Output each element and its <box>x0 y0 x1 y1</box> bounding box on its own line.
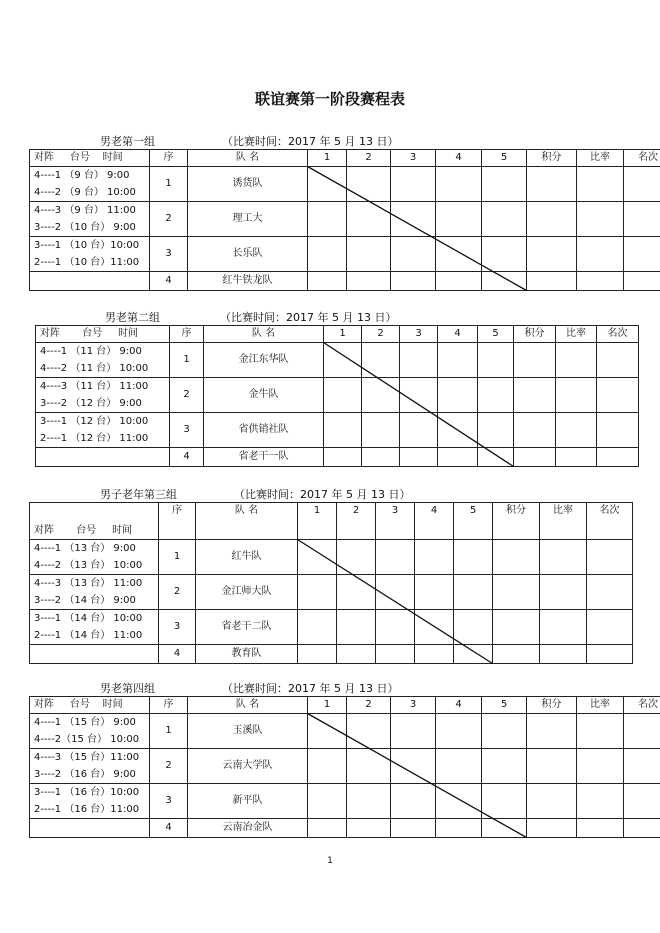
table-row <box>30 784 660 819</box>
ratio-header: 比率 <box>577 697 624 714</box>
group-1-time: （比赛时间：2017 年 5 月 13 日） <box>222 135 399 148</box>
schedule-cell: 3----1 （10 台）10:00 2----1 （10 台）11:00 <box>30 237 150 272</box>
table-row <box>30 819 660 838</box>
table-row <box>30 714 660 749</box>
schedule-cell: 3----1 （12 台） 10:00 2----1 （12 台） 11:00 <box>36 413 170 448</box>
group-3-name: 男子老年第三组 <box>100 488 177 501</box>
seq-cell: 1 <box>150 714 188 749</box>
team-cell: 红牛铁龙队 <box>188 272 308 291</box>
round-2-header: 2 <box>347 697 391 714</box>
schedule-header: 对阵 台号 时间 <box>30 503 159 540</box>
round-5-header: 5 <box>478 326 514 343</box>
table-row <box>30 272 660 291</box>
team-cell: 新平队 <box>188 784 308 819</box>
group-4-name: 男老第四组 <box>100 682 155 695</box>
table-row <box>30 237 660 272</box>
round-1-header: 1 <box>324 326 362 343</box>
seq-cell: 2 <box>159 575 196 610</box>
rank-header: 名次 <box>624 697 660 714</box>
team-cell: 省老干一队 <box>204 448 324 467</box>
round-3-header: 3 <box>376 503 415 540</box>
round-2-header: 2 <box>362 326 400 343</box>
table-row <box>30 645 633 664</box>
schedule-cell <box>36 448 170 467</box>
seq-cell: 4 <box>150 819 188 838</box>
seq-cell: 3 <box>150 784 188 819</box>
table-row <box>36 378 639 413</box>
round-1-header: 1 <box>298 503 337 540</box>
seq-cell: 4 <box>159 645 196 664</box>
team-cell: 云南冶金队 <box>188 819 308 838</box>
round-2-header: 2 <box>347 150 391 167</box>
seq-header: 序 <box>159 503 196 540</box>
table-row <box>36 448 639 467</box>
team-cell: 红牛队 <box>196 540 298 575</box>
round-4-header: 4 <box>436 697 482 714</box>
schedule-cell: 4----1 （15 台） 9:00 4----2（15 台） 10:00 <box>30 714 150 749</box>
team-cell: 金牛队 <box>204 378 324 413</box>
seq-cell: 2 <box>150 749 188 784</box>
schedule-cell <box>30 819 150 838</box>
round-3-header: 3 <box>391 697 436 714</box>
round-1-header: 1 <box>308 697 347 714</box>
team-cell: 金江东华队 <box>204 343 324 378</box>
round-5-header: 5 <box>482 697 527 714</box>
table-row <box>30 540 633 575</box>
seq-header: 序 <box>150 697 188 714</box>
team-cell: 诱货队 <box>188 167 308 202</box>
rank-header: 名次 <box>597 326 639 343</box>
schedule-cell: 4----3 （9 台） 11:00 3----2 （10 台） 9:00 <box>30 202 150 237</box>
ratio-header: 比率 <box>577 150 624 167</box>
group-2-table <box>35 325 639 467</box>
rank-header: 名次 <box>587 503 633 540</box>
points-header: 积分 <box>493 503 540 540</box>
table-row <box>30 749 660 784</box>
ratio-header: 比率 <box>540 503 587 540</box>
points-header: 积分 <box>527 150 577 167</box>
table-row <box>36 343 639 378</box>
team-cell: 省供销社队 <box>204 413 324 448</box>
seq-cell: 4 <box>150 272 188 291</box>
schedule-cell: 4----1 （11 台） 9:00 4----2 （11 台） 10:00 <box>36 343 170 378</box>
group-1-table <box>29 149 660 291</box>
group-4-table <box>29 696 660 838</box>
table-row <box>30 167 660 202</box>
team-cell: 省老干二队 <box>196 610 298 645</box>
seq-cell: 2 <box>150 202 188 237</box>
schedule-header: 对阵 台号 时间 <box>30 697 150 714</box>
round-5-header: 5 <box>454 503 493 540</box>
table-row <box>30 610 633 645</box>
schedule-header: 对阵 台号 时间 <box>36 326 170 343</box>
seq-header: 序 <box>150 150 188 167</box>
team-cell: 云南大学队 <box>188 749 308 784</box>
seq-cell: 4 <box>170 448 204 467</box>
ratio-header: 比率 <box>556 326 597 343</box>
schedule-cell: 4----3 （11 台） 11:00 3----2 （12 台） 9:00 <box>36 378 170 413</box>
schedule-cell: 4----1 （9 台） 9:00 4----2 （9 台） 10:00 <box>30 167 150 202</box>
group-2-name: 男老第二组 <box>105 311 160 324</box>
table-row <box>30 575 633 610</box>
team-cell: 教育队 <box>196 645 298 664</box>
round-3-header: 3 <box>391 150 436 167</box>
seq-cell: 3 <box>159 610 196 645</box>
schedule-header: 对阵 台号 时间 <box>30 150 150 167</box>
points-header: 积分 <box>527 697 577 714</box>
round-5-header: 5 <box>482 150 527 167</box>
schedule-cell: 4----3 （15 台）11:00 3----2 （16 台） 9:00 <box>30 749 150 784</box>
team-header: 队 名 <box>188 697 308 714</box>
table-row <box>36 413 639 448</box>
team-cell: 长乐队 <box>188 237 308 272</box>
seq-cell: 1 <box>150 167 188 202</box>
seq-cell: 1 <box>159 540 196 575</box>
team-cell: 金江师大队 <box>196 575 298 610</box>
seq-cell: 1 <box>170 343 204 378</box>
schedule-cell: 4----3 （13 台） 11:00 3----2 （14 台） 9:00 <box>30 575 159 610</box>
team-header: 队 名 <box>196 503 298 540</box>
team-header: 队 名 <box>188 150 308 167</box>
table-row <box>30 202 660 237</box>
round-4-header: 4 <box>436 150 482 167</box>
schedule-cell <box>30 645 159 664</box>
seq-cell: 3 <box>150 237 188 272</box>
team-cell: 理工大 <box>188 202 308 237</box>
group-3-table <box>29 502 633 664</box>
team-cell: 玉溪队 <box>188 714 308 749</box>
group-2-time: （比赛时间：2017 年 5 月 13 日） <box>220 311 397 324</box>
round-4-header: 4 <box>415 503 454 540</box>
schedule-cell: 3----1 （14 台） 10:00 2----1 （14 台） 11:00 <box>30 610 159 645</box>
round-1-header: 1 <box>308 150 347 167</box>
seq-header: 序 <box>170 326 204 343</box>
page-number: 1 <box>327 856 333 866</box>
group-4-time: （比赛时间：2017 年 5 月 13 日） <box>222 682 399 695</box>
round-4-header: 4 <box>438 326 478 343</box>
schedule-cell: 4----1 （13 台） 9:00 4----2 （13 台） 10:00 <box>30 540 159 575</box>
group-1-name: 男老第一组 <box>100 135 155 148</box>
page-title: 联谊赛第一阶段赛程表 <box>254 90 405 108</box>
group-3-time: （比赛时间：2017 年 5 月 13 日） <box>234 488 411 501</box>
seq-cell: 2 <box>170 378 204 413</box>
round-2-header: 2 <box>337 503 376 540</box>
rank-header: 名次 <box>624 150 660 167</box>
points-header: 积分 <box>514 326 556 343</box>
round-3-header: 3 <box>400 326 438 343</box>
seq-cell: 3 <box>170 413 204 448</box>
team-header: 队 名 <box>204 326 324 343</box>
schedule-cell <box>30 272 150 291</box>
schedule-cell: 3----1 （16 台）10:00 2----1 （16 台）11:00 <box>30 784 150 819</box>
